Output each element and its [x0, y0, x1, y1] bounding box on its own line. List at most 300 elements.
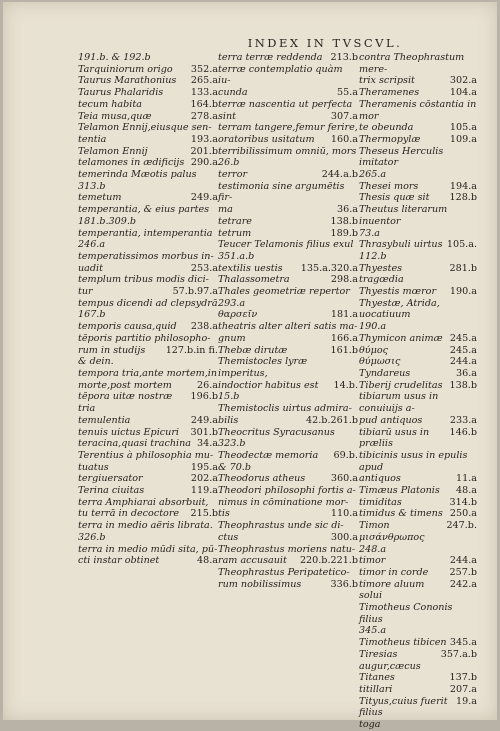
entry-term: & dein. — [78, 356, 114, 368]
entry-term: teracina,quasi trachina — [78, 438, 191, 450]
entry-page-ref: 119.a — [190, 485, 218, 497]
entry-term: Theodectæ memoria — [218, 449, 319, 461]
index-entry — [359, 415, 477, 427]
entry-page-ref: 57.b.97.a — [172, 286, 218, 298]
entry-page-ref: 128.b — [449, 192, 477, 204]
entry-page-ref: 36.a — [337, 204, 358, 216]
entry-page-ref: 250.a — [449, 508, 477, 520]
entry-page-ref: 48.a — [197, 555, 218, 567]
index-entry — [78, 75, 218, 87]
entry-term: temetum — [78, 192, 122, 204]
entry-term: Tarquiniorum origo — [78, 63, 173, 75]
entry-page-ref: 253.a — [190, 262, 218, 274]
index-entry — [218, 286, 358, 298]
index-entry — [78, 134, 218, 146]
entry-page-ref: 34.a — [197, 438, 218, 450]
entry-term: cti instar obtinet — [78, 555, 160, 567]
entry-term: Tiberij crudelitas — [359, 379, 443, 391]
entry-term: Themistocles lyræ imperitus, — [218, 356, 308, 379]
index-entry — [218, 555, 358, 567]
index-entry — [78, 52, 218, 64]
index-entry — [78, 169, 218, 181]
entry-term: nimus in cōminatione mor- — [218, 496, 349, 508]
entry-term: Teia musa,quæ — [78, 110, 152, 122]
index-entry — [359, 719, 477, 731]
running-title: INDEX IN TVSCVL. — [247, 36, 403, 50]
index-entry — [359, 333, 477, 345]
entry-page-ref: 202.a — [190, 473, 218, 485]
entry-term: sint — [218, 110, 237, 122]
entry-page-ref: 213.b — [330, 52, 358, 63]
index-entry — [78, 64, 218, 76]
entry-term: 246.a — [78, 239, 106, 251]
entry-term: Theocritus Syracusanus — [218, 426, 335, 438]
index-entry — [218, 485, 358, 497]
entry-term: 181.b.309.b — [78, 215, 137, 227]
index-entry — [218, 520, 358, 532]
entry-term: telamones in ædificijs — [78, 157, 185, 169]
index-entry — [359, 485, 477, 497]
index-entry — [78, 99, 218, 111]
index-entry — [218, 99, 358, 111]
index-entry — [359, 427, 477, 450]
index-entry — [218, 345, 358, 357]
entry-page-ref: 138.b — [330, 215, 358, 227]
entry-term: Theutus literarum inuentor — [359, 204, 448, 227]
index-entry — [359, 345, 477, 357]
entry-page-ref: 307.a — [330, 110, 358, 122]
entry-term: contra Theophrastum mere- — [359, 52, 465, 75]
entry-page-ref: 249.a — [190, 192, 218, 204]
entry-term: 326.b — [78, 531, 106, 543]
book-page — [3, 2, 497, 731]
entry-term: tergiuersator — [78, 473, 143, 485]
index-entry — [359, 122, 477, 134]
entry-term: antiquos — [359, 473, 401, 485]
index-entry — [78, 228, 218, 240]
entry-term: timore aluum solui — [359, 578, 425, 602]
index-entry — [359, 286, 477, 298]
entry-term: Telamon Ennij,eiusque sen- — [78, 122, 212, 134]
index-entry — [218, 122, 358, 134]
index-entry — [359, 87, 477, 99]
index-entry — [359, 649, 477, 672]
entry-page-ref: 161.b — [330, 344, 358, 356]
entry-page-ref: 265.a — [190, 75, 218, 87]
entry-term: tēporis partitio philosopho- — [78, 332, 211, 344]
index-entry — [218, 87, 358, 99]
index-entry — [359, 508, 477, 520]
index-entry — [78, 462, 218, 474]
entry-term: 313.b — [78, 180, 106, 192]
entry-page-ref: 105.a. — [446, 239, 477, 251]
entry-page-ref: 14.b. — [333, 379, 358, 391]
index-entry — [78, 508, 218, 520]
entry-term: timiditas — [359, 496, 402, 508]
entry-term: tempus dicendi ad clepsydrā — [78, 297, 218, 309]
entry-term: Theophrastus Peripatetico- — [218, 566, 350, 578]
entry-page-ref: 242.a — [449, 578, 477, 590]
entry-term: terribilissimum omniū, mors — [218, 145, 357, 157]
entry-page-ref: 42.b.261.b — [306, 414, 358, 426]
entry-page-ref: 207.a — [449, 683, 477, 695]
index-entry — [78, 427, 218, 439]
index-entry — [218, 391, 358, 403]
index-entry — [359, 567, 477, 579]
entry-page-ref: 238.a — [190, 321, 218, 333]
entry-page-ref: 135.a.320.a — [300, 262, 358, 274]
entry-term: terra Amphiarai absorbuit, — [78, 496, 209, 508]
index-entry — [359, 602, 477, 625]
entry-page-ref: 244.a — [449, 356, 477, 368]
entry-term: tibicinis usus in epulis apud — [359, 449, 468, 473]
index-entry — [218, 146, 358, 158]
entry-term: Thesis quæ sit — [359, 192, 430, 204]
index-entry — [359, 99, 477, 122]
entry-page-ref: 138.b — [449, 379, 477, 391]
entry-term: θαρσεῖν — [218, 309, 258, 321]
index-entry — [359, 625, 477, 637]
entry-term: Thyestæ, Atrida, uocatiuum — [359, 297, 440, 321]
entry-page-ref: 55.a — [337, 87, 358, 99]
entry-term: Taurus Marathonius — [78, 75, 177, 87]
index-entry — [78, 274, 218, 286]
entry-term: 351.a.b — [218, 250, 255, 262]
entry-term: ctus — [218, 531, 239, 543]
entry-term: bilis — [218, 414, 239, 426]
entry-term: Theodorus atheus — [218, 473, 306, 485]
index-entry — [78, 122, 218, 134]
entry-term: θύμωσις — [359, 356, 401, 368]
index-entry — [218, 567, 358, 579]
entry-term: pud antiquos — [359, 414, 423, 426]
index-entry — [78, 368, 218, 380]
index-entry — [78, 157, 218, 169]
index-entry — [218, 415, 358, 427]
index-entry — [359, 52, 477, 75]
entry-page-ref: 160.a — [330, 133, 358, 145]
index-entry — [78, 555, 218, 567]
entry-term: trix scripsit — [359, 75, 415, 87]
entry-term: Timotheus Cononis filius — [359, 602, 453, 625]
entry-term: timor — [359, 555, 386, 567]
index-entry — [78, 111, 218, 123]
entry-term: gnum — [218, 332, 246, 344]
index-entry — [78, 192, 218, 204]
entry-page-ref: 26.a — [197, 379, 218, 391]
entry-page-ref: 345.a — [449, 637, 477, 649]
entry-term: templum tribus modis dici- — [78, 274, 209, 286]
entry-term: te obeunda — [359, 122, 414, 134]
index-entry — [218, 239, 358, 251]
entry-term: temerinda Mæotis palus — [78, 169, 197, 181]
entry-term: tempora tria,ante mortem,in — [78, 367, 218, 379]
entry-term: θύμος — [359, 344, 388, 356]
entry-term: ma — [218, 204, 233, 216]
entry-term: Themistoclis uirtus admira- — [218, 403, 352, 415]
entry-term: Terentius à philosophia mu- — [78, 449, 214, 461]
entry-term: terra in medio aëris librata. — [78, 520, 213, 532]
index-entry — [218, 263, 358, 275]
index-entry — [218, 181, 358, 204]
entry-term: Timæus Platonis — [359, 485, 440, 497]
entry-term: terram tangere,femur ferire, — [218, 122, 358, 134]
entry-term: Theseus Herculis imitator — [359, 145, 444, 169]
entry-term: 293.a — [218, 297, 246, 309]
page-header — [3, 36, 497, 50]
entry-page-ref: 190.a — [449, 286, 477, 298]
entry-term: tetrare — [218, 215, 252, 227]
entry-term: Thales geometriæ repertor — [218, 286, 350, 298]
entry-term: Tyndareus — [359, 367, 411, 379]
entry-page-ref: 300.a — [330, 531, 358, 543]
index-entry — [359, 684, 477, 696]
entry-term: 112.b — [359, 250, 387, 262]
entry-term: testimonia sine argumētis fir- — [218, 180, 345, 204]
entry-page-ref: 19.a — [456, 695, 477, 707]
index-entry — [218, 111, 358, 123]
entry-term: tibiarū usus in præliis — [359, 426, 430, 450]
index-entry — [78, 146, 218, 158]
entry-term: temperatissimos morbus in- — [78, 250, 214, 262]
index-entry — [359, 192, 477, 204]
index-entry — [218, 497, 358, 509]
entry-term: Thyestis mœror — [359, 286, 437, 298]
entry-page-ref: 336.b — [330, 578, 358, 590]
index-entry — [359, 228, 477, 240]
entry-term: ram accusauit — [218, 555, 287, 567]
index-entry — [218, 64, 358, 87]
index-entry — [359, 134, 477, 146]
entry-page-ref: 249.a — [190, 414, 218, 426]
index-entry — [359, 637, 477, 649]
entry-term: tetrum — [218, 227, 252, 239]
entry-term: tibiarum usus in conuiuijs a- — [359, 391, 439, 415]
entry-term: & 70.b — [218, 461, 251, 473]
index-entry — [78, 485, 218, 497]
entry-term: morte,post mortem — [78, 379, 172, 391]
entry-term: temperantia, intemperantia — [78, 227, 213, 239]
index-entry — [359, 520, 477, 543]
entry-term: temperantia, & eius partes — [78, 204, 210, 216]
index-entry — [218, 251, 358, 263]
entry-term: Thyestes tragœdia — [359, 262, 404, 286]
index-entry — [359, 579, 477, 602]
entry-term: theatris alter alteri satis ma- — [218, 321, 358, 333]
index-entry — [359, 544, 477, 556]
entry-term: Terina ciuitas — [78, 485, 145, 497]
index-entry — [218, 274, 358, 286]
entry-term: temulentia — [78, 414, 131, 426]
index-entry — [218, 532, 358, 544]
entry-page-ref: 195.a — [190, 461, 218, 473]
entry-page-ref: 104.a — [449, 87, 477, 99]
index-entry — [78, 438, 218, 450]
index-entry — [359, 555, 477, 567]
index-entry — [359, 298, 477, 321]
entry-term: timor in corde — [359, 566, 429, 578]
entry-term: Timotheus tibicen — [359, 637, 447, 649]
entry-term: cunda — [218, 87, 248, 99]
index-entry — [78, 286, 218, 298]
entry-page-ref: 105.a — [449, 122, 477, 134]
index-entry — [359, 473, 477, 485]
index-entry — [78, 544, 218, 556]
index-entry — [218, 309, 358, 321]
index-entry — [218, 134, 358, 146]
entry-term: Tityus,cuius fuerit filius — [359, 695, 448, 719]
index-entry — [78, 345, 218, 357]
entry-term: Telamon Ennij — [78, 145, 148, 157]
entry-page-ref: 301.b — [190, 426, 218, 438]
index-entry — [78, 239, 218, 251]
index-entry — [359, 450, 477, 473]
entry-term: 323.b — [218, 438, 246, 450]
entry-term: Thalassometra — [218, 274, 290, 286]
index-entry — [78, 204, 218, 216]
entry-term: tis — [218, 508, 230, 520]
entry-page-ref: 193.a — [190, 133, 218, 145]
entry-term: toga — [359, 719, 381, 731]
entry-page-ref: 357.a.b — [440, 648, 477, 660]
entry-term: tuatus — [78, 461, 109, 473]
index-entry — [359, 696, 477, 719]
index-entry — [218, 450, 358, 462]
index-entry — [218, 216, 358, 228]
entry-term: terra in medio mūdi sita, pū- — [78, 543, 218, 555]
entry-page-ref: 278.a — [190, 110, 218, 122]
index-entry — [218, 380, 358, 392]
entry-page-ref: 36.a — [456, 367, 477, 379]
entry-term: Theophrastus moriens natu- — [218, 543, 356, 555]
entry-term: Theophrastus unde sic di- — [218, 520, 344, 532]
index-entry — [218, 438, 358, 450]
entry-page-ref: 48.a — [456, 485, 477, 497]
entry-page-ref: 196.b — [190, 391, 218, 403]
index-entry — [218, 52, 358, 64]
index-entry — [78, 391, 218, 414]
entry-term: Tiresias augur,cæcus — [359, 648, 421, 672]
entry-page-ref: 245.a — [449, 332, 477, 344]
index-entry — [78, 473, 218, 485]
index-entry — [359, 391, 477, 414]
entry-term: Taurus Phalaridis — [78, 87, 164, 99]
entry-page-ref: 245.a — [449, 344, 477, 356]
entry-page-ref: 302.a — [449, 75, 477, 87]
index-entry — [359, 356, 477, 368]
entry-term: 73.a — [359, 227, 380, 239]
index-entry — [359, 169, 477, 181]
entry-page-ref: 247.b. — [446, 520, 477, 532]
index-entry — [78, 415, 218, 427]
entry-page-ref: 164.b — [190, 98, 218, 110]
index-entry — [218, 157, 358, 169]
index-entry — [78, 321, 218, 333]
entry-term: Theramenes — [359, 87, 420, 99]
entry-page-ref: 233.a — [449, 414, 477, 426]
entry-page-ref: 11.a — [456, 473, 477, 485]
entry-term: textilis uestis — [218, 262, 283, 274]
entry-page-ref: 298.a — [330, 274, 358, 286]
index-entry — [78, 298, 218, 310]
entry-page-ref: 194.a — [449, 180, 477, 192]
entry-term: indoctior habitus est — [218, 379, 319, 391]
entry-page-ref: 133.a — [190, 87, 218, 99]
entry-term: Thymicon animæ — [359, 332, 443, 344]
index-entry — [359, 146, 477, 169]
index-entry — [359, 251, 477, 263]
entry-page-ref: 244.a.b — [321, 169, 358, 181]
entry-page-ref: 244.a — [449, 555, 477, 567]
index-entry — [218, 462, 358, 474]
index-entry — [78, 251, 218, 263]
entry-term: terra terræ reddenda — [218, 52, 323, 63]
index-entry — [218, 321, 358, 333]
index-entry — [78, 356, 218, 368]
entry-term: titillari — [359, 683, 393, 695]
index-entry — [359, 204, 477, 227]
entry-page-ref: 189.b — [330, 227, 358, 239]
entry-term: 265.a — [359, 169, 387, 181]
entry-page-ref: 146.b — [449, 426, 477, 438]
entry-term: 167.b — [78, 309, 106, 321]
index-entry — [78, 87, 218, 99]
entry-term: Timon μισάνθρωπος — [359, 520, 425, 543]
index-entry — [218, 204, 358, 216]
entry-page-ref: 137.b — [449, 672, 477, 684]
entry-page-ref: 290.a — [190, 157, 218, 169]
entry-term: tenuis uictus Epicuri — [78, 426, 179, 438]
entry-term: terræ contemplatio quàm iu- — [218, 63, 343, 87]
index-entry — [218, 579, 358, 591]
entry-term: Thebæ dirutæ — [218, 344, 288, 356]
entry-page-ref: 314.b — [449, 496, 477, 508]
index-column-1 — [78, 52, 218, 567]
entry-page-ref: 127.b.in fi. — [165, 344, 218, 356]
index-entry — [218, 508, 358, 520]
entry-page-ref: 69.b. — [333, 449, 358, 461]
index-entry — [78, 263, 218, 275]
index-entry — [359, 380, 477, 392]
entry-page-ref: 360.a — [330, 473, 358, 485]
index-entry — [218, 298, 358, 310]
entry-term: uadit — [78, 262, 103, 274]
entry-page-ref: 166.a — [330, 332, 358, 344]
index-entry — [359, 368, 477, 380]
entry-term: Titanes — [359, 672, 395, 684]
entry-term: Thermopylæ — [359, 133, 421, 145]
entry-term: 26.b — [218, 157, 240, 169]
entry-term: timidus & timens — [359, 508, 443, 520]
entry-term: rum nobilissimus — [218, 578, 302, 590]
index-entry — [218, 333, 358, 345]
index-entry — [359, 672, 477, 684]
index-entry — [78, 309, 218, 321]
entry-term: Theramenis cōstantia in mor — [359, 98, 477, 122]
index-entry — [78, 532, 218, 544]
entry-term: Teucer Telamonis filius exul — [218, 239, 354, 251]
entry-page-ref: 110.a — [330, 508, 358, 520]
entry-page-ref: 181.a — [330, 309, 358, 321]
entry-term: rum in studijs — [78, 344, 146, 356]
entry-page-ref: 352.a — [190, 63, 218, 75]
entry-term: Thesei mors — [359, 180, 419, 192]
index-entry — [78, 181, 218, 193]
index-entry — [359, 263, 477, 286]
entry-term: tentia — [78, 133, 107, 145]
entry-term: tu terrā in decoctore — [78, 508, 180, 520]
index-entry — [359, 239, 477, 251]
